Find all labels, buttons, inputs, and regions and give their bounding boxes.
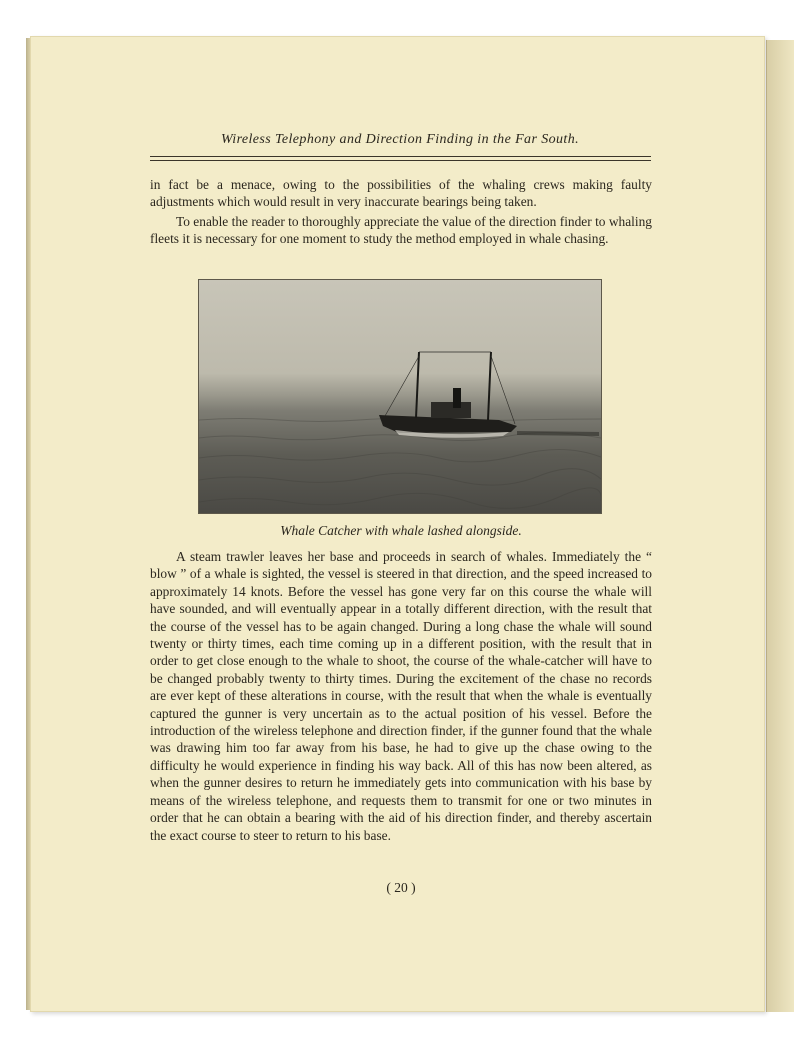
fore-stay [385,356,419,416]
fore-mast [416,352,419,418]
header-rule-top [150,156,651,157]
running-title: Wireless Telephony and Direction Finding in the Far South. [220,132,579,147]
whale-catcher-photo [198,279,602,514]
body-paragraph-3: A steam trawler leaves her base and proceeds in search of whales. Immediately the “ blow ” of a whale is sighted, the vessel is steered in that direction, and the speed increased to approximately 14 knots. Before the vessel has gone very far on this course the whale will have sounded, and will eventually appear in a totally different direction, with the result that the course of the vessel has to be again changed. During a long chase the whale will sound twenty or thirty times, each time coming up in a different position, with the result that in order to get close enough to the whale to shoot, the course of the whale-catcher will have to be changed probably twenty to thirty times. During the excitement of the chase no records are ever kept of these alterations in course, with the result that when the whale is eventually captured the gunner is very uncertain as to the actual position of his vessel. Before the introduction of the wireless telephone and direction finder, if the gunner found that the whale was drawing him too far away from his base, he had to give up the chase owing to the difficulty he would experience in finding his way back. All of this has now been altered, as when the gunner desires to return he immediately gets into communication with his base by means of the wireless telephone, and requests them to transmit for one or two minutes in order that he can obtain a bearing with the aid of his direction finder, and thereby ascertain the exact course to steer to return to his base. [150,549,652,843]
body-paragraph-1: in fact be a menace, owing to the possibilities of the whaling crews making faulty adjustments which would result in very inaccurate bearings being taken. [150,177,652,210]
page-number: ( 20 ) [386,880,416,895]
figure-caption: Whale Catcher with whale lashed alongside. [280,523,522,538]
ship-illustration [199,280,601,513]
ship-deckhouse [431,402,471,418]
ship-funnel [453,388,461,408]
body-paragraph-2: To enable the reader to thoroughly appreciate the value of the direction finder to whaling fleets it is necessary for one moment to study the method employed in whale chasing. [150,214,652,247]
back-stay [491,356,515,424]
facing-page-edge [766,40,794,1012]
main-mast [488,352,491,420]
header-rule-bottom [150,160,651,161]
ship-wake [517,431,599,436]
